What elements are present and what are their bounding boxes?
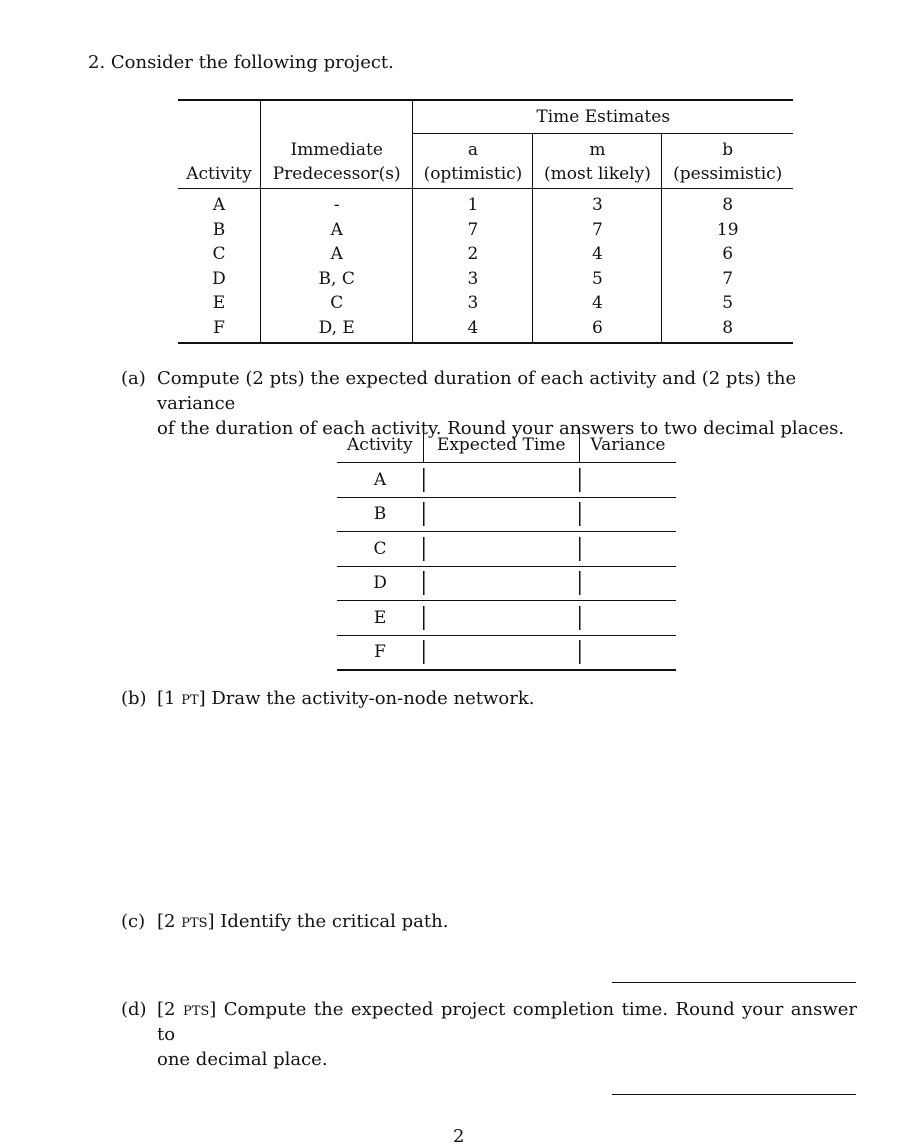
m-header-line2: (most likely) bbox=[533, 162, 662, 189]
part-d-line2: one decimal place. bbox=[157, 1049, 328, 1070]
table-row: D B, C 3 5 7 bbox=[178, 267, 793, 292]
answer-row: F bbox=[337, 635, 676, 670]
answer-table bbox=[337, 428, 676, 671]
expected-time-cell[interactable] bbox=[423, 635, 579, 670]
a-header-line1: a bbox=[413, 134, 533, 163]
variance-cell[interactable] bbox=[579, 463, 676, 498]
expected-time-cell[interactable] bbox=[423, 532, 579, 567]
expected-time-cell[interactable] bbox=[423, 566, 579, 601]
ans-expected-header: Expected Time bbox=[423, 428, 579, 463]
answer-row: D bbox=[337, 566, 676, 601]
expected-time-cell[interactable] bbox=[423, 463, 579, 498]
answer-row: A bbox=[337, 463, 676, 498]
part-a bbox=[121, 366, 861, 439]
part-c-text: Identify the critical path. bbox=[214, 911, 449, 932]
ans-activity-header: Activity bbox=[337, 428, 423, 463]
answer-row: C bbox=[337, 532, 676, 567]
part-a-line1: Compute (2 pts) the expected duration of each activity and (2 pts) the variance bbox=[157, 368, 797, 414]
expected-time-cell[interactable] bbox=[423, 601, 579, 636]
answer-row: B bbox=[337, 497, 676, 532]
part-d-text: Compute the expected project completion time. Round your answer to bbox=[157, 999, 857, 1045]
part-c: (c) [2 pts] Identify the critical path. bbox=[121, 911, 449, 932]
b-header-line2: (pessimistic) bbox=[662, 162, 793, 189]
question-title: 2. Consider the following project. bbox=[88, 52, 394, 73]
part-b: (b) [1 pt] Draw the activity-on-node network. bbox=[121, 688, 535, 709]
table-row: A - 1 3 8 bbox=[178, 189, 793, 218]
b-header-line1: b bbox=[662, 134, 793, 163]
part-b-text: Draw the activity-on-node network. bbox=[205, 688, 535, 709]
variance-cell[interactable] bbox=[579, 566, 676, 601]
time-estimates-header: Time Estimates bbox=[413, 100, 793, 134]
part-a-label: (a) bbox=[121, 368, 146, 389]
activity-header: Activity bbox=[178, 162, 260, 189]
page-number: 2 bbox=[453, 1126, 465, 1147]
pred-header-line2: Predecessor(s) bbox=[260, 162, 413, 189]
variance-cell[interactable] bbox=[579, 635, 676, 670]
critical-path-answer-line[interactable] bbox=[612, 982, 856, 983]
answer-row: E bbox=[337, 601, 676, 636]
table-row: E C 3 4 5 bbox=[178, 291, 793, 316]
expected-time-cell[interactable] bbox=[423, 497, 579, 532]
part-b-label: (b) bbox=[121, 688, 147, 709]
completion-time-answer-line[interactable] bbox=[612, 1094, 856, 1095]
variance-cell[interactable] bbox=[579, 497, 676, 532]
m-header-line1: m bbox=[533, 134, 662, 163]
part-d: (d) [2 pts] Compute the expected project completion time. Round your answer to one decimal place. bbox=[121, 999, 857, 1070]
part-d-label: (d) bbox=[121, 999, 147, 1020]
pred-header-line1: Immediate bbox=[260, 134, 413, 163]
part-c-label: (c) bbox=[121, 911, 146, 932]
variance-cell[interactable] bbox=[579, 601, 676, 636]
part-a-line2: of the duration of each activity. Round your answers to two decimal places. bbox=[157, 418, 845, 439]
table-row: F D, E 4 6 8 bbox=[178, 316, 793, 344]
variance-cell[interactable] bbox=[579, 532, 676, 567]
project-table bbox=[178, 99, 793, 344]
network-drawing-area[interactable] bbox=[121, 716, 861, 906]
table-row: B A 7 7 19 bbox=[178, 218, 793, 243]
a-header-line2: (optimistic) bbox=[413, 162, 533, 189]
table-row: C A 2 4 6 bbox=[178, 242, 793, 267]
ans-variance-header: Variance bbox=[579, 428, 676, 463]
